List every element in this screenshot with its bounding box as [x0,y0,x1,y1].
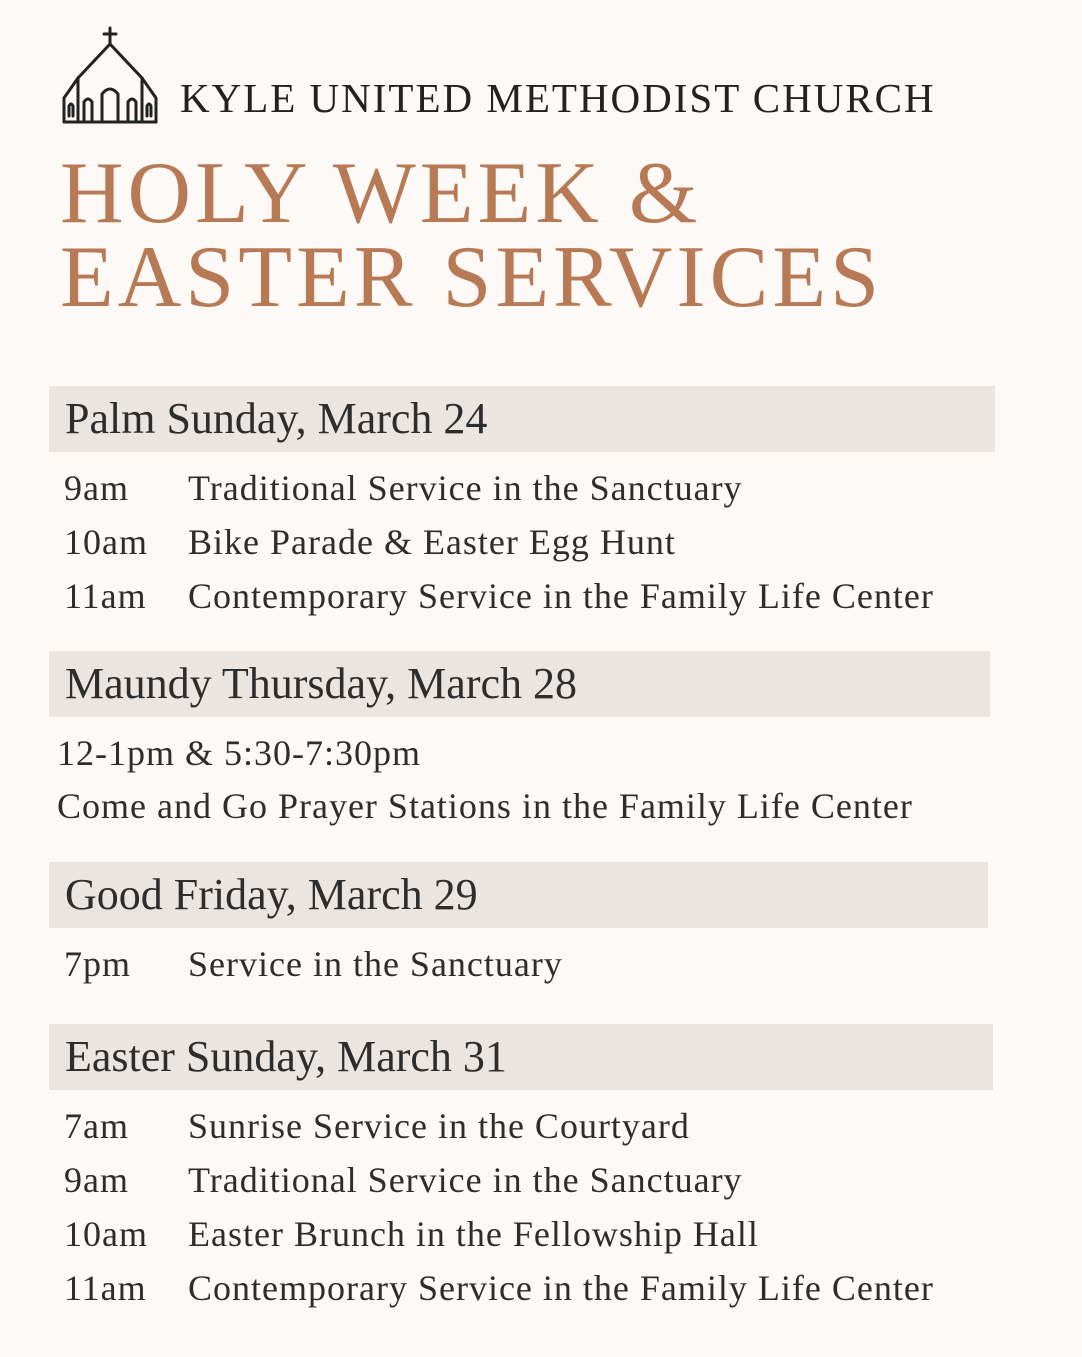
church-icon [62,26,158,124]
item-description: Bike Parade & Easter Egg Hunt [188,522,676,562]
list-item [64,1158,743,1202]
section-heading-good-friday: Good Friday, March 29 [49,862,988,928]
list-item [64,1104,690,1148]
item-time: 7pm [64,944,132,984]
section-heading-easter-sunday: Easter Sunday, March 31 [49,1024,993,1090]
item-time: 11am [64,1268,147,1308]
item-time: 7am [64,1106,129,1146]
list-item [64,520,676,564]
title-line-1: HOLY WEEK & [60,145,702,242]
section-heading-palm-sunday: Palm Sunday, March 24 [49,386,995,452]
item-time: 12-1pm & 5:30-7:30pm [57,733,421,773]
section-heading-maundy-thursday: Maundy Thursday, March 28 [49,651,990,717]
item-time: 11am [64,576,147,616]
item-time: 9am [64,468,129,508]
item-time: 9am [64,1160,129,1200]
item-description: Traditional Service in the Sanctuary [188,1160,743,1200]
page-title [60,145,884,326]
list-item [64,942,563,986]
item-time: 10am [64,1214,148,1254]
item-description: Sunrise Service in the Courtyard [188,1106,690,1146]
title-line-2: EASTER SERVICES [60,229,884,326]
item-description: Contemporary Service in the Family Life Center [188,1268,934,1308]
item-time: 10am [64,522,148,562]
list-item [64,466,743,510]
item-description: Contemporary Service in the Family Life Center [188,576,934,616]
list-item [64,1266,934,1310]
item-description: Easter Brunch in the Fellowship Hall [188,1214,759,1254]
list-item [64,574,934,618]
church-name: KYLE UNITED METHODIST CHURCH [180,75,936,121]
item-description: Traditional Service in the Sanctuary [188,468,743,508]
item-description: Come and Go Prayer Stations in the Family Life Center [57,786,913,826]
list-item [64,1212,759,1256]
item-description: Service in the Sanctuary [188,944,563,984]
